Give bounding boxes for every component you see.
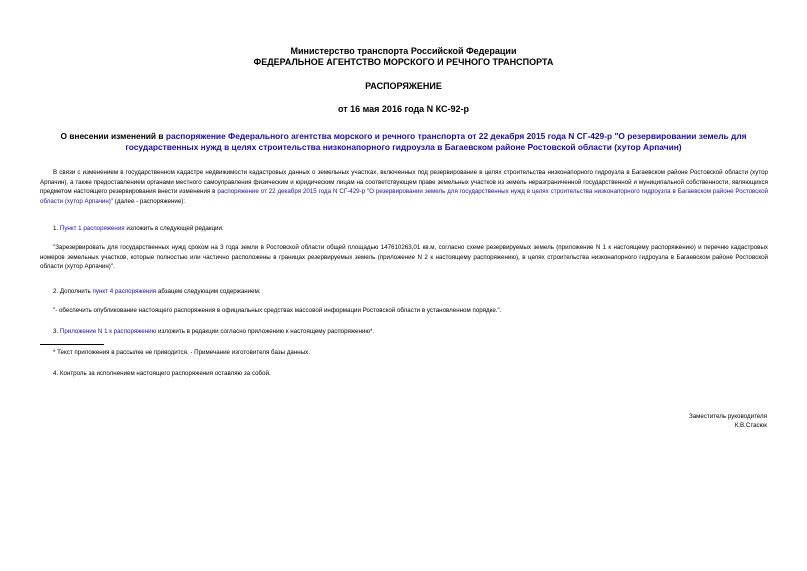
document-date-number: от 16 мая 2016 года N КС-92-р [337,104,470,114]
agency-heading: ФЕДЕРАЛЬНОЕ АГЕНТСТВО МОРСКОГО И РЕЧНОГО ТРАНСПОРТА [253,57,554,67]
ministry-heading: Министерство транспорта Российской Федерации [290,46,517,56]
item-3 [40,327,768,337]
item-1-number: 1. [53,225,60,232]
title-prefix: О внесении изменений в [60,131,166,141]
document-title [40,131,767,153]
quote-1: "Зарезервировать для государственных нужд сроком на 3 года земли в Ростовской области общей площадью 147610263,01 кв.м, согласно схеме резервируемых земель (приложение N 1 к настоящему распоряжению) и перечню кадастровых номеров земельных участков, которые полностью или частично расположены в границах резервируемых земель (приложение N 2 к настоящему распоряжению), в целях строительства низконапорного гидроузла в Багаевском районе Ростовской области (хутор Арпачин)". [40,244,768,270]
signature-name: К.В.Стасюк [734,422,767,429]
signature-position: Заместитель руководителя [688,413,767,420]
item-4: 4. Контроль за исполнением настоящего распоряжения оставляю за собой. [53,370,271,377]
intro-link[interactable]: распоряжение от 22 декабря 2015 года N СГ-429-р "О резервировании земель для государственных нужд в целях строительства низконапорного гидроузла в Багаевском районе Ростовской области (хутор Арпачин)" [40,188,769,205]
item-3-number: 3. [53,328,60,335]
document-type: РАСПОРЯЖЕНИЕ [365,81,442,91]
footnote-divider [40,344,104,345]
item-1 [40,224,768,234]
title-link[interactable]: распоряжение Федерального агентства морского и речного транспорта от 22 декабря 2015 года N СГ-429-р "О резервировании земель для государственных нужд в целях строительства низконапорного гидроузла в Багаевском районе Ростовской области (хутор Арпачин) [125,131,747,152]
intro-text: В связи с изменением в государственном кадастре недвижимости кадастровых данных о земельных участках, включенных под резервирование в целях строительства низконапорного гидроузла в Багаевском районе Ростовской области (хутор Арпачин), а также предоставлением органами местного самоуправления физическим и юридическим лицам на соответствующем праве земельных участков из земель неразграниченной государственной и муниципальной собственности, являющихся предметом настоящего резервирования внести изменения в [40,169,768,195]
intro-paragraph [40,168,768,206]
item-1-link[interactable]: Пункт 1 распоряжения [59,225,125,232]
item-3-link[interactable]: Приложение N 1 к распоряжению [59,328,157,335]
item-2-text: абзацем следующим содержанием: [156,288,261,295]
item-2-link[interactable]: пункт 4 распоряжения [92,288,157,295]
item-2 [40,287,768,297]
intro-suffix: (далее - распоряжение): [113,197,186,205]
footnote: * Текст приложения в рассылке не приводится. - Примечание изготовителя базы данных. [53,349,310,356]
item-1-text: изложить в следующей редакции: [124,225,224,232]
quote-2: "- обеспечить опубликование настоящего распоряжения в официальных средствах массовой информации Ростовской области в установленном порядке.". [53,307,502,314]
item-2-number: 2. Дополнить [53,288,93,295]
item-3-text: изложить в редакции согласно приложению к настоящему распоряжению*. [156,328,375,335]
